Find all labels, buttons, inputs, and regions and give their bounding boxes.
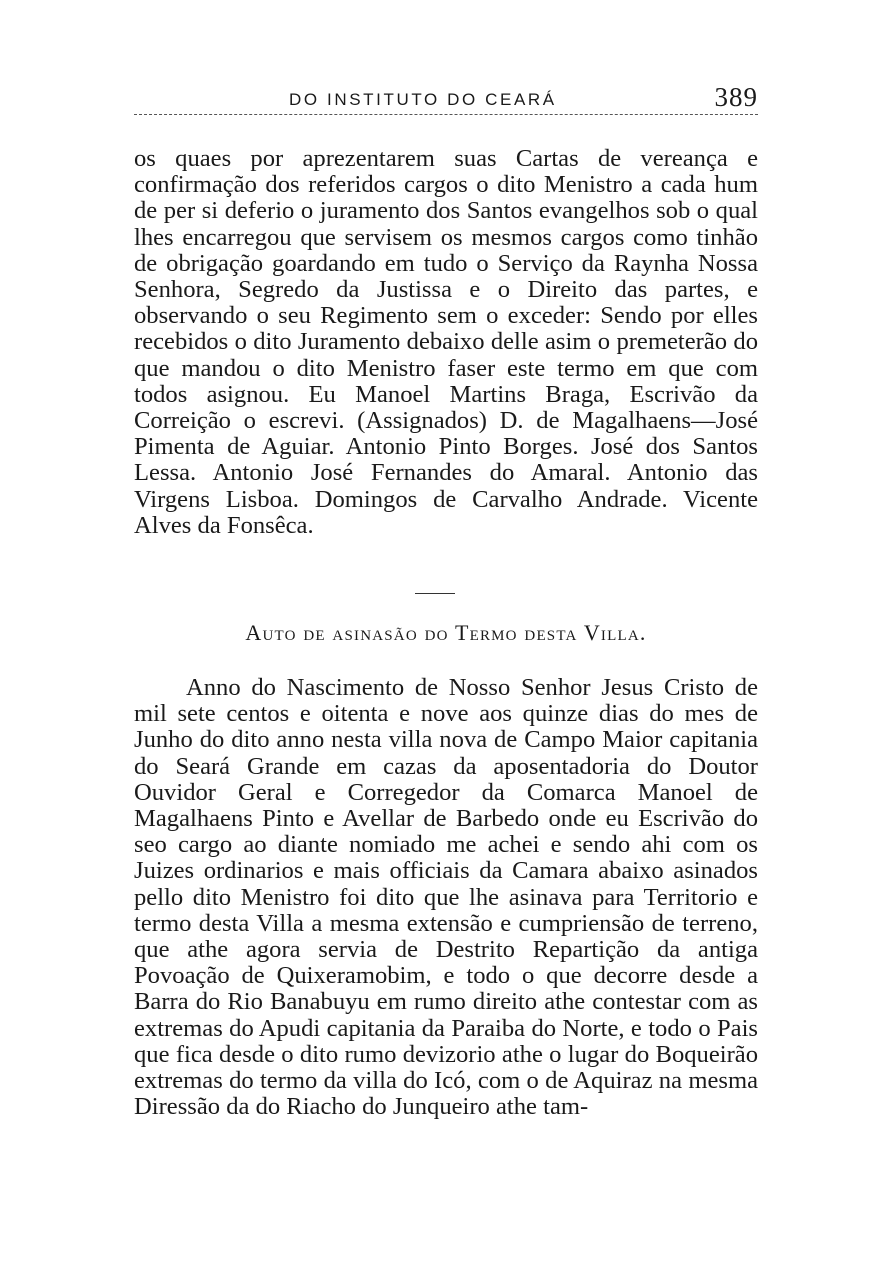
paragraph-2: Anno do Nascimento de Nosso Senhor Jesus Cristo de mil sete centos e oitenta e nove aos quinze dias do mes de Junho do dito anno nesta villa nova de Campo Maior capitania do Seará Grande em cazas da aposentadoria do Doutor Ouvidor Geral e Corregedor da Comarca Manoel de Magalhaens Pinto e Avellar de Barbedo onde eu Escrivão do seo cargo ao diante nomiado me achei e sendo ahi com os Juizes ordinarios e mais officiais da Camara abaixo asinados pello dito Menistro foi dito que lhe asinava para Territorio e termo desta Villa a mesma extensão e cumpriensão de terreno, que athe agora servia de Destrito Repartição da antiga Povoação de Quixeramobim, e todo o que decorre desde a Barra do Rio Banabuyu em rumo direito athe contestar com as extremas do Apudi capitania da Paraiba do Norte, e todo o Pais que fica desde o dito rumo devizorio athe o lugar do Boqueirão extremas do termo da villa do Icó, com o de Aquiraz na mesma Diressão da do Riacho do Junqueiro athe tam-: [134, 674, 758, 1121]
running-title: DO INSTITUTO DO CEARÁ: [289, 90, 557, 109]
page-number: 389: [714, 82, 758, 112]
header-rule: [134, 114, 758, 115]
section-title: Auto de asinasão do Termo desta Villa.: [245, 620, 647, 645]
section-divider: [415, 593, 455, 594]
running-head: [134, 82, 758, 120]
paragraph-1: os quaes por aprezentarem suas Cartas de vereança e confirmação dos referidos cargos o dito Menistro a cada hum de per si deferio o juramento dos Santos evangelhos sob o qual lhes encarregou que servisem os mesmos cargos como tinhão de obrigação goardando em tudo o Serviço da Raynha Nossa Senhora, Segredo da Justissa e o Direito das partes, e observando o seu Regimento sem o exceder: Sendo por elles recebidos o dito Juramento debaixo delle asim o premeterão do que mandou o dito Menistro faser este termo em que com todos asignou. Eu Manoel Martins Braga, Escrivão da Correição o escrevi. (Assignados) D. de Magalhaens—José Pimenta de Aguiar. Antonio Pinto Borges. José dos Santos Lessa. Antonio José Fernandes do Amaral. Antonio das Virgens Lisboa. Domingos de Carvalho Andrade. Vicente Alves da Fonsêca.: [134, 145, 758, 539]
